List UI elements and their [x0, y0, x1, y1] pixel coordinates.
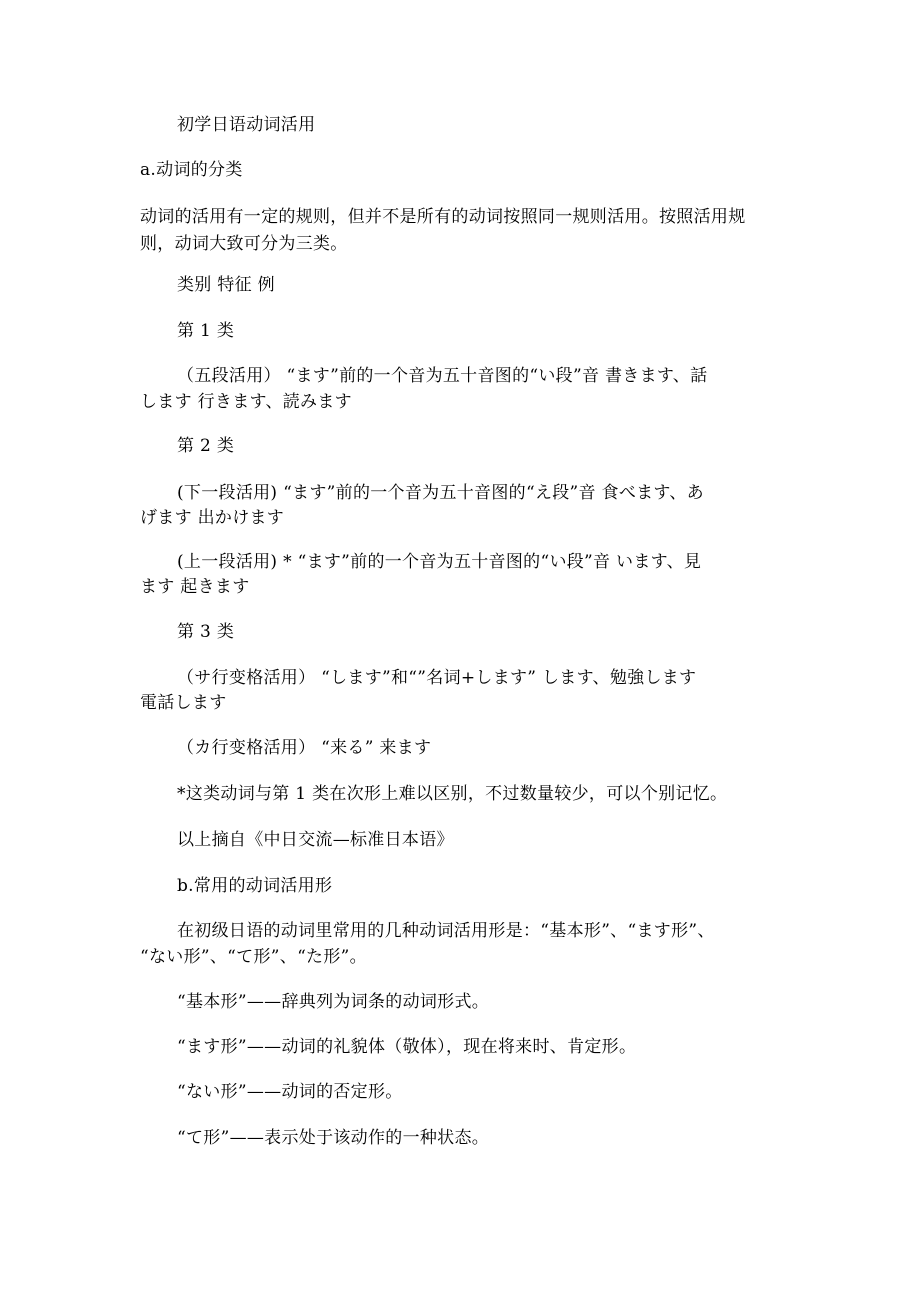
godan-row-line-2: します 行きます、読みます — [140, 392, 352, 412]
shimoichidan-row-line-1: (下一段活用) “ます”前的一个音为五十音图的“え段”音 食べます、あ — [177, 483, 704, 503]
section-a-heading: a.动词的分类 — [140, 160, 243, 180]
memory-note: *这类动词与第 1 类在次形上难以区别，不过数量较少，可以个别记忆。 — [177, 784, 728, 804]
class-2-label: 第 2 类 — [177, 436, 235, 456]
forms-intro-line-2: “ない形”、“て形”、“た形”。 — [140, 947, 367, 967]
section-b-heading: b.常用的动词活用形 — [177, 876, 333, 896]
source-citation: 以上摘自《中日交流—标准日本语》 — [177, 830, 454, 850]
sa-irregular-row-line-2: 電話します — [140, 693, 227, 713]
document-title: 初学日语动词活用 — [177, 115, 316, 135]
godan-row-line-1: （五段活用） “ます”前的一个音为五十音图的“い段”音 書きます、話 — [177, 366, 708, 386]
definition-nai-form: “ない形”——动词的否定形。 — [177, 1082, 403, 1102]
definition-te-form: “て形”——表示处于该动作的一种状态。 — [177, 1128, 490, 1148]
class-3-label: 第 3 类 — [177, 622, 235, 642]
definition-basic-form: “基本形”——辞典列为词条的动词形式。 — [177, 992, 490, 1012]
table-header: 类别 特征 例 — [177, 275, 275, 295]
intro-paragraph-line-1: 动词的活用有一定的规则，但并不是所有的动词按照同一规则活用。按照活用规 — [140, 207, 746, 227]
class-1-label: 第 1 类 — [177, 321, 235, 341]
shimoichidan-row-line-2: げます 出かけます — [140, 508, 285, 528]
intro-paragraph-line-2: 则，动词大致可分为三类。 — [140, 234, 348, 254]
kamiichidan-row-line-1: (上一段活用) * “ます”前的一个音为五十音图的“い段”音 います、見 — [177, 552, 702, 572]
forms-intro-line-1: 在初级日语的动词里常用的几种动词活用形是：“基本形”、“ます形”、 — [177, 921, 715, 941]
kamiichidan-row-line-2: ます 起きます — [140, 577, 250, 597]
definition-masu-form: “ます形”——动词的礼貌体（敬体），现在将来时、肯定形。 — [177, 1037, 637, 1057]
ka-irregular-row: （カ行变格活用） “来る” 来ます — [177, 738, 432, 758]
sa-irregular-row-line-1: （サ行变格活用） “します”和“”名词+します” します、勉強します — [177, 668, 697, 688]
